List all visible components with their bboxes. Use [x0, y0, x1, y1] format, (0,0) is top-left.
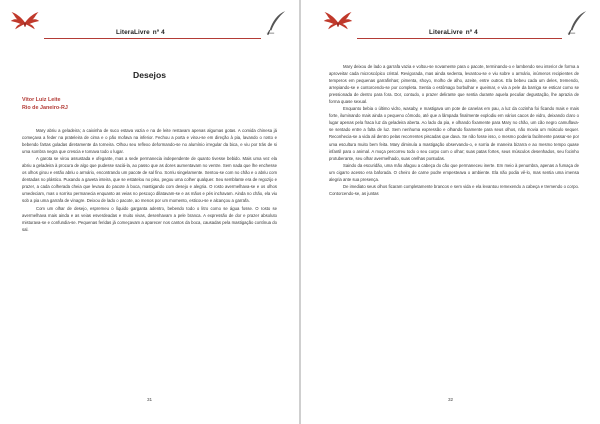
- right-page-header: [309, 6, 592, 40]
- author-block: [22, 96, 68, 112]
- paragraph: Mary deixou de lado a garrafa vazia e voltou-se novamente para o pacote, terminando-o e lambendo seu interior de forma a aproveitar cada microscópico cristal. Revigorada, mas ainda sedenta, levantou-se e viu sobre o armário, inúmeros recipientes de temperos em pequenas garrafinhas; pimenta, shoyo, molho de alho, azeite, entre outros. Ela bebeu cada um deles, tremendo, arrepiando-se e contorcendo-se por completa. Sentia o estômago borbulhar e queimar, e via a pele da barriga se esticar como se pressionada de dentro para fora. Dor, contudo, o prazer delirante que sentia durante aquela peculiar degustação, lhe aprazia de forma quase sexual.: [329, 64, 579, 105]
- paragraph: Saindo da escuridão, uma mão afagou a cabeça do cão que permaneceu inerte. Em meio à penumbra, apenas a fumaça de um cigarro acesso era baforada. O cheiro de carne podre empesteava o ambiente. Ela não podia vê-lo, mas sentia uma imensa alegria ante sua presença.: [329, 162, 579, 182]
- left-body-text: [22, 127, 277, 233]
- magazine-brand: [429, 26, 478, 38]
- bird-wings-logo-icon: [10, 6, 40, 36]
- quill-pen-icon: [265, 10, 287, 36]
- left-page-header: [8, 6, 291, 40]
- author-name: Vitor Luiz Leite: [22, 97, 61, 103]
- brand-issue: nº 4: [152, 28, 165, 36]
- left-page: [0, 0, 299, 424]
- paragraph: De imediato seus olhos ficaram completamente brancos e sem vida e ela levantou remexendo a cabeça e tremendo o corpo. Contorcendo-se, as juntas: [329, 183, 579, 196]
- page-number: 32: [447, 397, 454, 402]
- page-number: 31: [146, 397, 153, 402]
- right-body-text: [329, 63, 579, 197]
- brand-name: LiteraLivre: [429, 28, 463, 36]
- author-place: Rio de Janeiro-RJ: [22, 105, 68, 112]
- quill-pen-icon: [566, 10, 588, 36]
- paragraph: Com um olhar de desejo, espremeu o líquido garganta adentro, bebendo todo o litro como se água fosse. O rosto se avermelhava mais ainda e as veias esverdeadas e muito vivas, desenhavam a pele branca. A expressão de dor e prazer absoluto misturava-se e confundia-se. Pequenas feridas já começavam a aparecer nos cantos da boca, causadas pela mastigação contínua do sal.: [22, 205, 277, 232]
- paragraph: Mary abriu a geladeira; a caixinha de suco estava vazia e na de leite restavam apenas algumas gotas. A comida chinesa já começava a feder na prateleira de cima e o pão mofava na inferior. Fechou a porta e virou-se em direção à pia, lavando o rosto e bebendo fartas goladas diretamente da torneira. Olhou seu reflexo deformando-se no alumínio irregular da bica, e viu por trás de si uma sombra negra que crescia e tomava todo o lugar.: [22, 128, 277, 155]
- brand-name: LiteraLivre: [116, 28, 150, 36]
- right-page: [301, 0, 600, 424]
- magazine-brand: [116, 26, 165, 38]
- bird-wings-logo-icon: [323, 6, 353, 36]
- header-rule: [44, 38, 261, 39]
- header-rule: [357, 38, 562, 39]
- story-title: Desejos: [133, 70, 166, 80]
- brand-issue: nº 4: [465, 28, 478, 36]
- paragraph: A garota se virou assustada e ofegante, mas a sede permanecia independente de quanto tivesse bebido. Mais uma vez ela abriu a geladeira à procura de algo que pudesse saciá-la, ao passo que as dores aumentavam no ventre. Sem nada que lhe enchesse os olhos girou e então abriu o armário, encontrando um pacote de sal fino. Sorriu singelamente. Sentou-se com no chão e o abriu com dentadas no plástico. Puxando a gaveta inteira, que se estatelou no piso, pegou uma colher qualquer. Seu semblante era de regozijo e prazer, a cada colherada cheia que levava do pacote à boca, mastigando com desejo e alegria. O rosto avermelhava-se e os olhos umedeciam, mas o sorriso permanecia enquanto as veias no pescoço dilatavam-se e as mãos e pés inchavam. Ainda no chão, ela viu sob a pia uma garrafa de vinagre. Deixou de lado o pacote, ao menos por um momento, esticou-se e alcançou a garrafa.: [22, 156, 277, 204]
- paragraph: Enquanto bebia o último vidro, wasaby, e mastigava um pote de canelas em pau, a luz da cozinha foi ficando mais e mais forte, iluminando mais ainda o pequeno cômodo, até que a lâmpada finalmente explodiu em vários cacos de vidro, deixando claro o lugar apenas pela fraca luz da geladeira aberta. Ao lado da pia, e olhando fixamente para Mary no chão, um cão negro camuflava-se sentado entre a falta de luz. Sem nenhuma expressão e olhando fixamente para seus olhos, não movia um músculo sequer. Reconhecia-se a vida ali dentro pelas recorrentes piscadas que dava. Se não fosse isso, o mesmo poderia facilmente passar-se por uma escultura muito bem feita. Mary diminuía a mastigação observando-o, e sorria de maneira bizarra e ao mesmo tempo quase infantil para o animal. A moça percorreu todo o seu corpo com o olhar; suas patas fortes, seus músculos desenhados, seu focinho protuberante, seu olhar avermelhado, suas orelhas pontudas.: [329, 106, 579, 161]
